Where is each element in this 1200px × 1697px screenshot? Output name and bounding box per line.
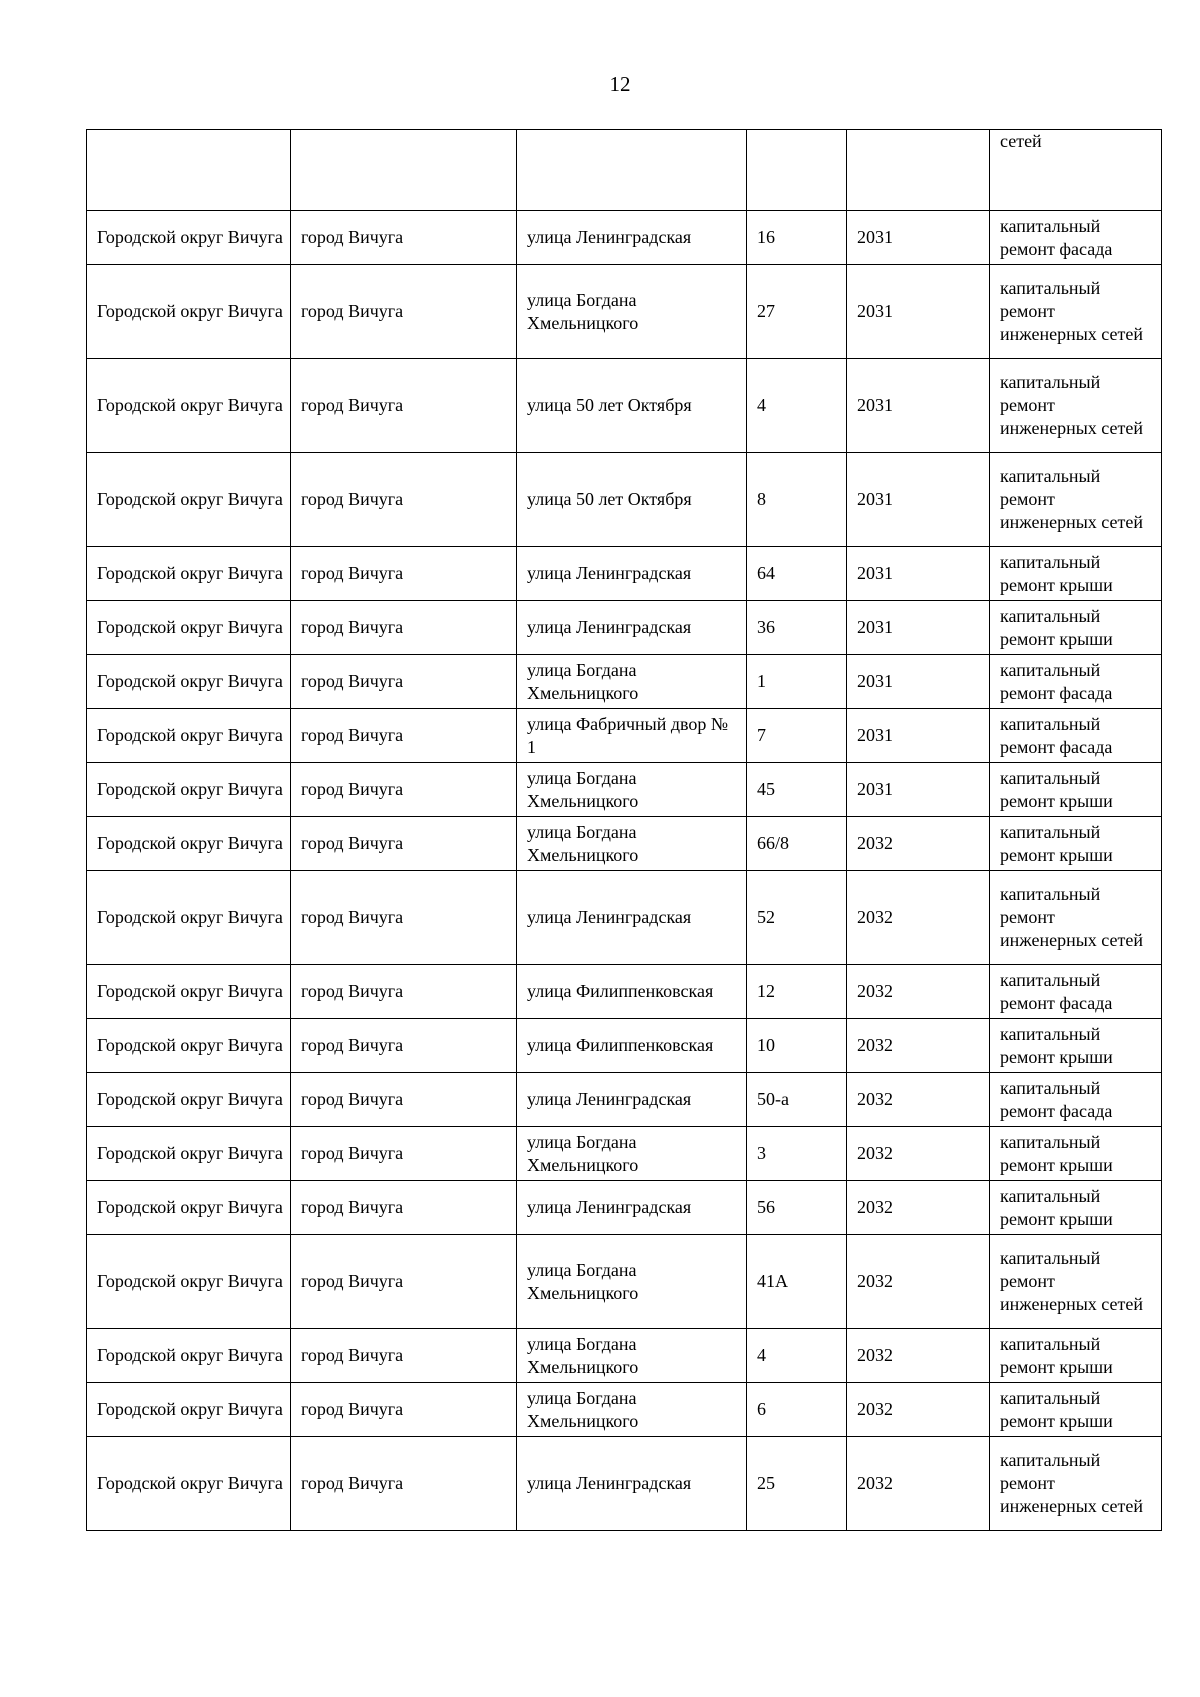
table-row — [87, 871, 1162, 965]
work-type-cell: капитальный ремонт крыши — [990, 763, 1162, 817]
table-row — [87, 547, 1162, 601]
district-cell: Городской округ Вичуга — [87, 655, 291, 709]
work-type-cell: капитальный ремонт фасада — [990, 965, 1162, 1019]
table-row — [87, 817, 1162, 871]
settlement-cell: город Вичуга — [291, 453, 517, 547]
year-cell: 2032 — [847, 871, 990, 965]
settlement-cell: город Вичуга — [291, 265, 517, 359]
table-cell — [87, 130, 291, 211]
street-cell: улица 50 лет Октября — [517, 359, 747, 453]
table-row — [87, 1437, 1162, 1531]
year-cell: 2032 — [847, 1073, 990, 1127]
settlement-cell: город Вичуга — [291, 655, 517, 709]
district-cell: Городской округ Вичуга — [87, 871, 291, 965]
table-row — [87, 1329, 1162, 1383]
year-cell: 2032 — [847, 817, 990, 871]
street-cell: улица Богдана Хмельницкого — [517, 265, 747, 359]
table-row — [87, 709, 1162, 763]
year-cell: 2031 — [847, 211, 990, 265]
table-row — [87, 763, 1162, 817]
settlement-cell: город Вичуга — [291, 211, 517, 265]
work-type-cell: капитальный ремонт фасада — [990, 709, 1162, 763]
house-number-cell: 56 — [747, 1181, 847, 1235]
street-cell: улица Богдана Хмельницкого — [517, 1127, 747, 1181]
street-cell: улица Богдана Хмельницкого — [517, 1235, 747, 1329]
district-cell: Городской округ Вичуга — [87, 1235, 291, 1329]
table-row — [87, 1127, 1162, 1181]
work-type-cell: капитальный ремонт крыши — [990, 1019, 1162, 1073]
year-cell: 2031 — [847, 709, 990, 763]
work-type-cell: капитальный ремонт крыши — [990, 1181, 1162, 1235]
table-row — [87, 359, 1162, 453]
table-body — [87, 130, 1162, 1531]
street-cell: улица Богдана Хмельницкого — [517, 1383, 747, 1437]
table-row — [87, 1383, 1162, 1437]
settlement-cell: город Вичуга — [291, 1235, 517, 1329]
settlement-cell: город Вичуга — [291, 871, 517, 965]
year-cell: 2031 — [847, 601, 990, 655]
district-cell: Городской округ Вичуга — [87, 763, 291, 817]
settlement-cell: город Вичуга — [291, 1019, 517, 1073]
district-cell: Городской округ Вичуга — [87, 709, 291, 763]
house-number-cell: 4 — [747, 1329, 847, 1383]
table-cell — [747, 130, 847, 211]
street-cell: улица Ленинградская — [517, 871, 747, 965]
year-cell: 2032 — [847, 1181, 990, 1235]
house-number-cell: 66/8 — [747, 817, 847, 871]
settlement-cell: город Вичуга — [291, 547, 517, 601]
table-row — [87, 1019, 1162, 1073]
year-cell: 2031 — [847, 547, 990, 601]
street-cell: улица Ленинградская — [517, 1437, 747, 1531]
house-number-cell: 10 — [747, 1019, 847, 1073]
work-type-cell: капитальный ремонт крыши — [990, 1127, 1162, 1181]
year-cell: 2032 — [847, 1383, 990, 1437]
district-cell: Городской округ Вичуга — [87, 965, 291, 1019]
street-cell: улица Богдана Хмельницкого — [517, 817, 747, 871]
street-cell: улица Ленинградская — [517, 1181, 747, 1235]
district-cell: Городской округ Вичуга — [87, 1181, 291, 1235]
house-number-cell: 45 — [747, 763, 847, 817]
district-cell: Городской округ Вичуга — [87, 1329, 291, 1383]
street-cell: улица Филиппенковская — [517, 1019, 747, 1073]
table-row — [87, 1181, 1162, 1235]
work-type-cell: капитальный ремонт фасада — [990, 655, 1162, 709]
district-cell: Городской округ Вичуга — [87, 1127, 291, 1181]
district-cell: Городской округ Вичуга — [87, 601, 291, 655]
district-cell: Городской округ Вичуга — [87, 1019, 291, 1073]
work-type-cell: капитальный ремонт крыши — [990, 1383, 1162, 1437]
work-type-cell: капитальный ремонт крыши — [990, 547, 1162, 601]
work-type-cell: капитальный ремонт фасада — [990, 1073, 1162, 1127]
work-type-cell: капитальный ремонт инженерных сетей — [990, 1235, 1162, 1329]
street-cell: улица Богдана Хмельницкого — [517, 1329, 747, 1383]
table-row — [87, 453, 1162, 547]
house-number-cell: 52 — [747, 871, 847, 965]
settlement-cell: город Вичуга — [291, 1383, 517, 1437]
street-cell: улица Богдана Хмельницкого — [517, 763, 747, 817]
year-cell: 2032 — [847, 1437, 990, 1531]
district-cell: Городской округ Вичуга — [87, 1073, 291, 1127]
table-row — [87, 655, 1162, 709]
table-cell — [517, 130, 747, 211]
settlement-cell: город Вичуга — [291, 817, 517, 871]
house-number-cell: 12 — [747, 965, 847, 1019]
table-cell — [291, 130, 517, 211]
work-type-cell: капитальный ремонт крыши — [990, 601, 1162, 655]
work-type-cell: капитальный ремонт фасада — [990, 211, 1162, 265]
table-row — [87, 1073, 1162, 1127]
table-cell — [847, 130, 990, 211]
settlement-cell: город Вичуга — [291, 763, 517, 817]
settlement-cell: город Вичуга — [291, 1127, 517, 1181]
street-cell: улица Ленинградская — [517, 601, 747, 655]
district-cell: Городской округ Вичуга — [87, 453, 291, 547]
house-number-cell: 41А — [747, 1235, 847, 1329]
house-number-cell: 4 — [747, 359, 847, 453]
year-cell: 2032 — [847, 1127, 990, 1181]
district-cell: Городской округ Вичуга — [87, 265, 291, 359]
settlement-cell: город Вичуга — [291, 1437, 517, 1531]
street-cell: улица Филиппенковская — [517, 965, 747, 1019]
work-type-cell: капитальный ремонт инженерных сетей — [990, 359, 1162, 453]
table-row — [87, 965, 1162, 1019]
house-number-cell: 25 — [747, 1437, 847, 1531]
house-number-cell: 3 — [747, 1127, 847, 1181]
house-number-cell: 1 — [747, 655, 847, 709]
year-cell: 2031 — [847, 763, 990, 817]
settlement-cell: город Вичуга — [291, 601, 517, 655]
street-cell: улица Ленинградская — [517, 547, 747, 601]
year-cell: 2031 — [847, 655, 990, 709]
house-number-cell: 36 — [747, 601, 847, 655]
work-type-cell: капитальный ремонт инженерных сетей — [990, 453, 1162, 547]
house-number-cell: 27 — [747, 265, 847, 359]
work-type-cell: капитальный ремонт крыши — [990, 1329, 1162, 1383]
table-row — [87, 211, 1162, 265]
street-cell: улица Ленинградская — [517, 1073, 747, 1127]
street-cell: улица 50 лет Октября — [517, 453, 747, 547]
work-type-cell: капитальный ремонт инженерных сетей — [990, 265, 1162, 359]
settlement-cell: город Вичуга — [291, 1329, 517, 1383]
house-number-cell: 6 — [747, 1383, 847, 1437]
table-row — [87, 1235, 1162, 1329]
district-cell: Городской округ Вичуга — [87, 359, 291, 453]
settlement-cell: город Вичуга — [291, 359, 517, 453]
district-cell: Городской округ Вичуга — [87, 1437, 291, 1531]
settlement-cell: город Вичуга — [291, 965, 517, 1019]
street-cell: улица Богдана Хмельницкого — [517, 655, 747, 709]
district-cell: Городской округ Вичуга — [87, 211, 291, 265]
year-cell: 2032 — [847, 965, 990, 1019]
house-number-cell: 7 — [747, 709, 847, 763]
year-cell: 2031 — [847, 453, 990, 547]
year-cell: 2031 — [847, 359, 990, 453]
work-type-cell: капитальный ремонт инженерных сетей — [990, 1437, 1162, 1531]
work-type-cell: капитальный ремонт крыши — [990, 817, 1162, 871]
house-number-cell: 16 — [747, 211, 847, 265]
table-row — [87, 601, 1162, 655]
settlement-cell: город Вичуга — [291, 1181, 517, 1235]
year-cell: 2032 — [847, 1329, 990, 1383]
continuation-row — [87, 130, 1162, 211]
house-number-cell: 50-а — [747, 1073, 847, 1127]
district-cell: Городской округ Вичуга — [87, 817, 291, 871]
year-cell: 2032 — [847, 1019, 990, 1073]
table-row — [87, 265, 1162, 359]
house-number-cell: 8 — [747, 453, 847, 547]
settlement-cell: город Вичуга — [291, 1073, 517, 1127]
year-cell: 2032 — [847, 1235, 990, 1329]
work-type-cell: капитальный ремонт инженерных сетей — [990, 871, 1162, 965]
settlement-cell: город Вичуга — [291, 709, 517, 763]
year-cell: 2031 — [847, 265, 990, 359]
page-number: 12 — [609, 72, 631, 96]
district-cell: Городской округ Вичуга — [87, 1383, 291, 1437]
street-cell: улица Фабричный двор № 1 — [517, 709, 747, 763]
street-cell: улица Ленинградская — [517, 211, 747, 265]
table-cell: сетей — [990, 130, 1162, 211]
repair-schedule-table — [86, 129, 1162, 1531]
district-cell: Городской округ Вичуга — [87, 547, 291, 601]
house-number-cell: 64 — [747, 547, 847, 601]
